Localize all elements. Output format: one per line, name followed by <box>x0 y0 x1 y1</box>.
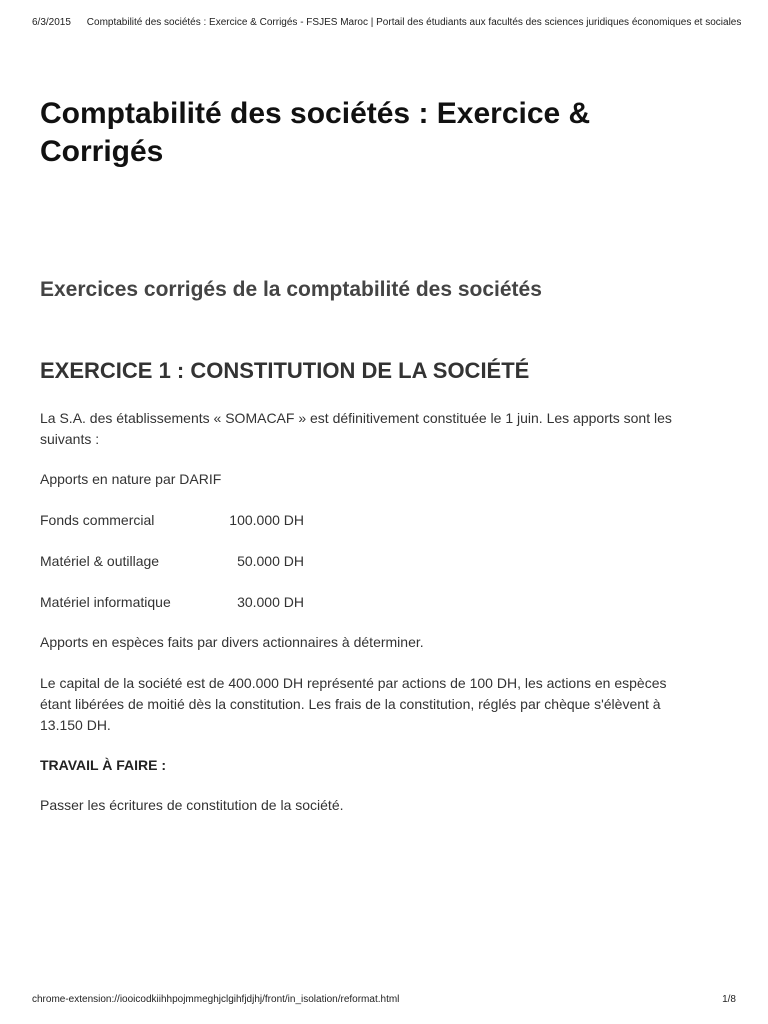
apports-nature-heading: Apports en nature par DARIF <box>40 471 222 487</box>
travail-heading: TRAVAIL À FAIRE : <box>40 757 166 773</box>
travail-paragraph: Passer les écritures de constitution de la société. <box>40 797 344 813</box>
print-date: 6/3/2015 <box>32 17 71 28</box>
page-title: Comptabilité des sociétés : Exercice & Corrigés <box>40 97 591 168</box>
print-header <box>32 17 748 28</box>
apport-value: 50.000 DH <box>237 553 304 569</box>
apport-label: Matériel informatique <box>40 594 171 610</box>
article-subtitle: Exercices corrigés de la comptabilité des sociétés <box>40 278 542 301</box>
exercise-heading: EXERCICE 1 : CONSTITUTION DE LA SOCIÉTÉ <box>40 358 530 383</box>
intro-paragraph: La S.A. des établissements « SOMACAF » est définitivement constituée le 1 juin. Les apports sont les suivants : <box>40 410 672 447</box>
apport-value: 100.000 DH <box>229 512 304 528</box>
capital-paragraph: Le capital de la société est de 400.000 DH représenté par actions de 100 DH, les actions en espèces étant libérées de moitié dès la constitution. Les frais de la constitution, réglés par chèque s'élèvent à 13.150 DH. <box>40 675 667 733</box>
page-number: 1/8 <box>722 994 736 1005</box>
apports-especes-paragraph: Apports en espèces faits par divers actionnaires à déterminer. <box>40 634 424 650</box>
apport-label: Matériel & outillage <box>40 553 160 569</box>
apport-value: 30.000 DH <box>237 594 304 610</box>
print-page-title: Comptabilité des sociétés : Exercice & Corrigés - FSJES Maroc | Portail des étudiants aux facultés des sciences juridiques économiques et sociales <box>86 17 742 28</box>
print-url: chrome-extension://iooicodkiihhpojmmeghjclgihfjdjhj/front/in_isolation/reformat.html <box>32 994 400 1005</box>
apport-label: Fonds commercial <box>40 512 155 528</box>
